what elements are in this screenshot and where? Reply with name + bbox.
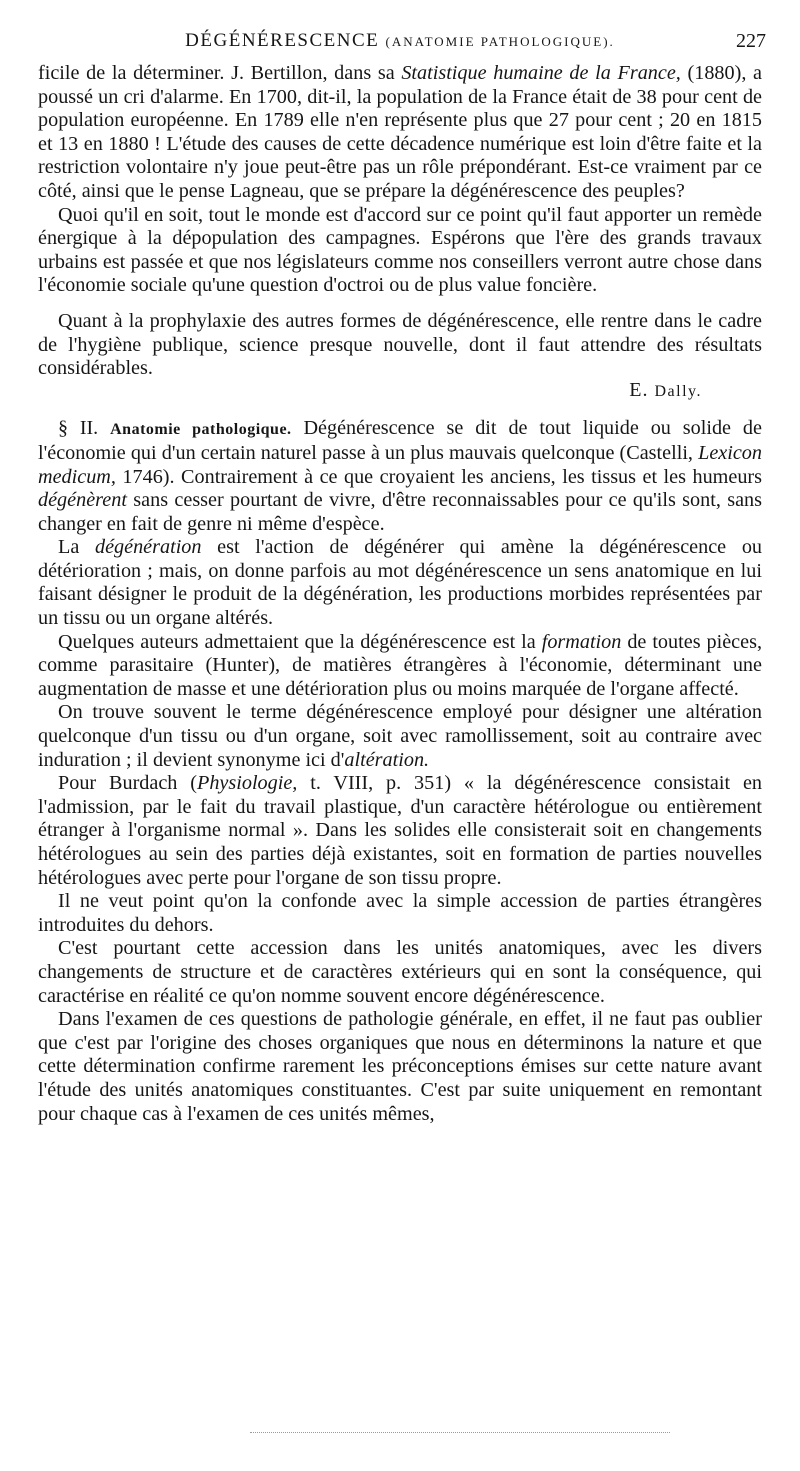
text-run: La [58,536,95,559]
text-run: sans cesser pourtant de vivre, d'être reconnaissables pour ce qu'ils sont, sans changer en fait de genre ni même d'espèce. [38,489,762,535]
paragraph-10 [38,937,762,1008]
text-run: formation [541,630,622,653]
signature-name: Dally. [654,382,702,400]
text-run: altération. [344,748,430,771]
text-run: ficile de la déterminer. J. Bertillon, dans sa [38,62,402,84]
text-run: est l'action de dégénérer qui amène la dégénérescence ou détérioration ; mais, on donne parfois au mot dégénérescence un sens anatomique en lui faisant désigner le produit de la dégénération, les productions morbides représentées par un tissu ou un organe altérés. [38,536,763,630]
text-run: Il ne veut point qu'on la confonde avec la simple accession de parties étrangères introduites du dehors. [38,890,762,936]
paragraph-11 [38,1008,762,1126]
text-run: Lexicon medicum, [38,441,762,488]
running-title-subtitle: (ANATOMIE PATHOLOGIQUE). [385,34,615,49]
page-number: 227 [736,30,766,52]
running-head [0,30,800,60]
text-run: Dégénérescence se dit de tout liquide ou solide de l'économie qui d'un certain naturel passe à un plus mauvais quelconque (Castelli, [38,417,762,464]
paragraph-3 [38,310,762,381]
text-run: On trouve souvent le terme dégénérescence employé pour désigner une altération quelconque d'un tissu ou d'un organe, soit avec ramollissement, soit au contraire avec induration ; il devient synonyme ici d' [38,701,762,771]
signature-initial: E. [629,378,649,401]
text-run: dégénération [94,536,202,559]
footer-rule [250,1432,670,1433]
paragraph-5 [38,536,762,630]
paragraph-2 [38,204,762,298]
text-run: C'est pourtant cette accession dans les unités anatomiques, avec les divers changements de structure et de caractères extérieurs qui en sont la conséquence, qui caractérise en réalité ce qu'on nomme souvent encore dégénérescence. [38,937,762,1007]
text-run: Statistique humaine de la France, [401,62,681,84]
section-number: § II. [58,417,99,440]
text-run: Quoi qu'il en soit, tout le monde est d'accord sur ce point qu'il faut apporter un remède énergique à la dépopulation des campagnes. Espérons que l'ère des grands travaux urbains est passée et que nos législateurs comme nos conseillers verront autre chose dans l'économie sociale qu'une question d'octroi ou de plus value foncière. [38,203,762,297]
text-run: (1880), a poussé un cri d'alarme. En 1700, dit-il, la population de la France était de 38 pour cent de population européenne. En 1789 elle n'en représente plus que 27 pour cent ; 20 en 1815 et 13 en 1880 ! L'étude des causes de cette décadence numérique est loin d'être faite et la restriction volontaire n'y joue peut-être pas un rôle prépondérant. Est-ce vraiment par ce côté, ainsi que le pense Lagneau, que se prépare la dégénérescence des peuples? [38,62,763,202]
text-run: Physiologie, [197,772,298,795]
paragraph-6 [38,631,762,702]
text-run: Dans l'examen de ces questions de pathologie générale, en effet, il ne faut pas oublier que c'est par l'origine des choses organiques que nous en déterminons la nature et que cette détermination confirme rarement les préconceptions émises sur cette nature avant l'étude des unités anatomiques constituantes. C'est par suite uniquement en remontant pour chaque cas à l'examen de ces unités mêmes, [38,1008,762,1125]
paragraph-7 [38,701,762,772]
author-signature [38,379,762,404]
paragraph-8 [38,772,762,890]
text-run: 1746). Contrairement à ce que croyaient les anciens, les tissus et les humeurs [115,465,762,488]
running-title [0,30,800,52]
paragraph-4 [38,417,762,536]
body-text [38,62,762,1126]
section-heading: Anatomie pathologique. [110,421,292,439]
text-run: Quant à la prophylaxie des autres formes de dégénérescence, elle rentre dans le cadre de l'hygiène publique, science presque nouvelle, dont il faut attendre des résultats considérables. [38,309,762,380]
text-run: de toutes pièces, comme parasitaire (Hunter), de matières étrangères à l'économie, déterminant une augmentation de masse et une détérioration plus ou moins marquée de l'organe affecté. [38,630,762,700]
text-run: Quelques auteurs admettaient que la dégénérescence est la [58,630,542,653]
text-run: dégénèrent [38,489,127,512]
paragraph-9 [38,890,762,937]
text-run: t. VIII, p. 351) « la dégénérescence consistait en l'admission, par le fait du travail plastique, d'un caractère hétérologue ou entièrement étranger à l'organisme normal ». Dans les solides elle consisterait soit en changements hétérologues au sein des parties déjà existantes, soit en formation de parties nouvelles hétérologues avec perte pour l'organe de son tissu propre. [38,772,763,889]
paragraph-1 [38,62,762,204]
running-title-main: DÉGÉNÉRESCENCE [185,30,380,51]
text-run: Pour Burdach ( [58,772,197,795]
